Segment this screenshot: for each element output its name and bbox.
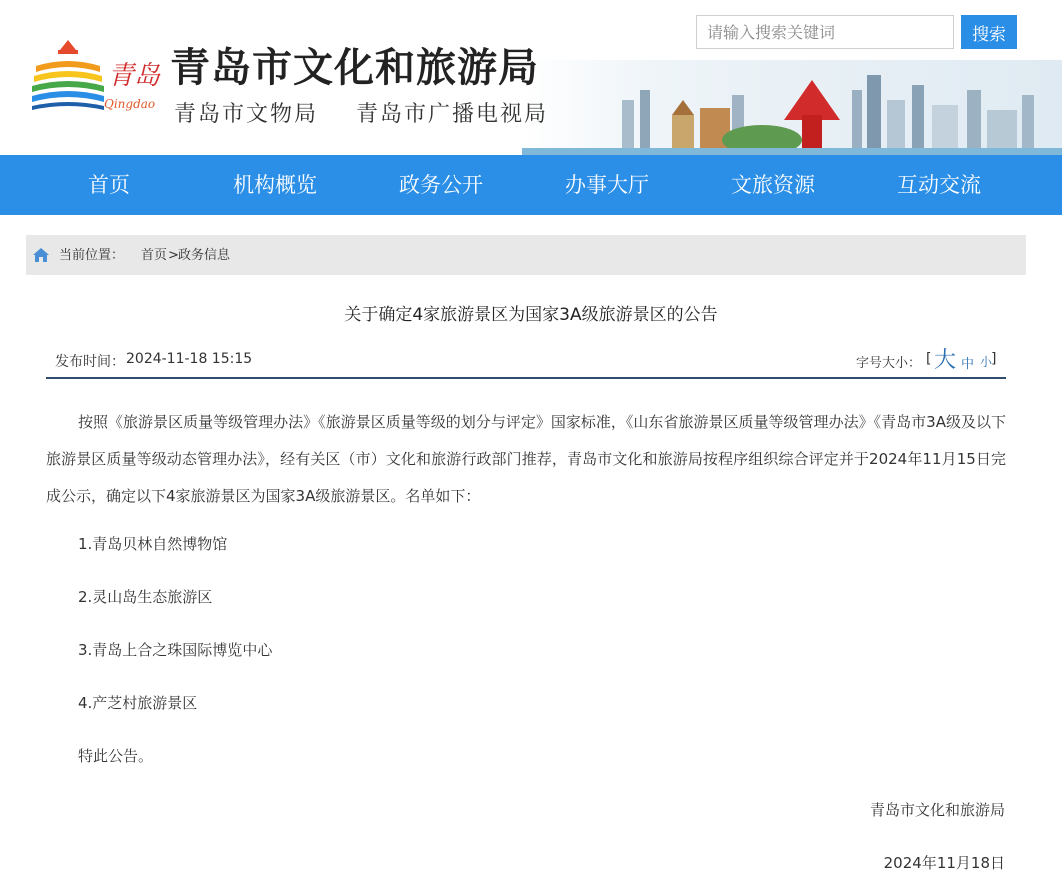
font-size-label: 字号大小： — [856, 356, 922, 371]
nav-item-resources[interactable]: 文旅资源 — [731, 173, 815, 197]
font-size-small-button[interactable]: 小 — [980, 355, 993, 369]
publish-time-label: 发布时间： — [55, 354, 125, 370]
logo-text: Qingdao — [104, 97, 156, 111]
qingdao-logo — [28, 36, 168, 120]
nav-item-service-hall[interactable]: 办事大厅 — [565, 173, 649, 197]
font-size-bracket-close: ] — [991, 351, 997, 367]
list-item: 1.青岛贝林自然博物馆 — [78, 535, 228, 553]
title-divider — [46, 377, 1006, 379]
signature-organization: 青岛市文化和旅游局 — [869, 801, 1005, 819]
main-nav — [0, 155, 1062, 215]
breadcrumb-separator: > — [168, 248, 179, 263]
font-size-bracket-open: [ — [926, 351, 932, 367]
closing-text: 特此公告。 — [78, 747, 154, 765]
publish-time: 2024-11-18 15:15 — [126, 351, 253, 367]
list-item: 3.青岛上合之珠国际博览中心 — [78, 641, 273, 659]
font-size-medium-button[interactable]: 中 — [961, 357, 975, 372]
list-item: 4.产芝村旅游景区 — [78, 694, 198, 712]
city-skyline-banner — [522, 60, 1062, 155]
font-size-large-button[interactable]: 大 — [934, 348, 957, 373]
signature-date: 2024年11月18日 — [883, 854, 1005, 872]
nav-item-home[interactable]: 首页 — [88, 173, 130, 197]
nav-item-gov-affairs[interactable]: 政务公开 — [399, 173, 483, 197]
article-title: 关于确定4家旅游景区为国家3A级旅游景区的公告 — [344, 305, 718, 325]
article-intro-paragraph: 按照《旅游景区质量等级管理办法》《旅游景区质量等级的划分与评定》国家标准，《山东省旅游景区质量等级管理办法》《青岛市3A级及以下旅游景区质量等级动态管理办法》，经有关区（市）文化和旅游行政部门推荐，青岛市文化和旅游局按程序组织综合评定并于2024年11月15日完成公示，确定以下4家旅游景区为国家3A级旅游景区。名单如下： — [46, 413, 1006, 505]
nav-item-interaction[interactable]: 互动交流 — [897, 173, 981, 197]
breadcrumb-label: 当前位置： — [59, 248, 125, 263]
search-input[interactable] — [696, 15, 954, 49]
list-item: 2.灵山岛生态旅游区 — [78, 588, 213, 606]
site-title: 青岛市文化和旅游局 — [170, 44, 539, 91]
site-subtitle-broadcast: 青岛市广播电视局 — [356, 102, 549, 127]
svg-text:青岛: 青岛 — [108, 61, 161, 91]
nav-item-overview[interactable]: 机构概览 — [233, 173, 317, 197]
breadcrumb-current[interactable]: 政务信息 — [178, 248, 231, 263]
site-subtitle-cultural-relics: 青岛市文物局 — [174, 102, 319, 127]
home-icon — [32, 247, 50, 263]
breadcrumb — [26, 235, 1026, 275]
site-header — [0, 0, 1062, 155]
search-button[interactable]: 搜索 — [961, 15, 1017, 49]
breadcrumb-home-link[interactable]: 首页 — [141, 248, 168, 263]
